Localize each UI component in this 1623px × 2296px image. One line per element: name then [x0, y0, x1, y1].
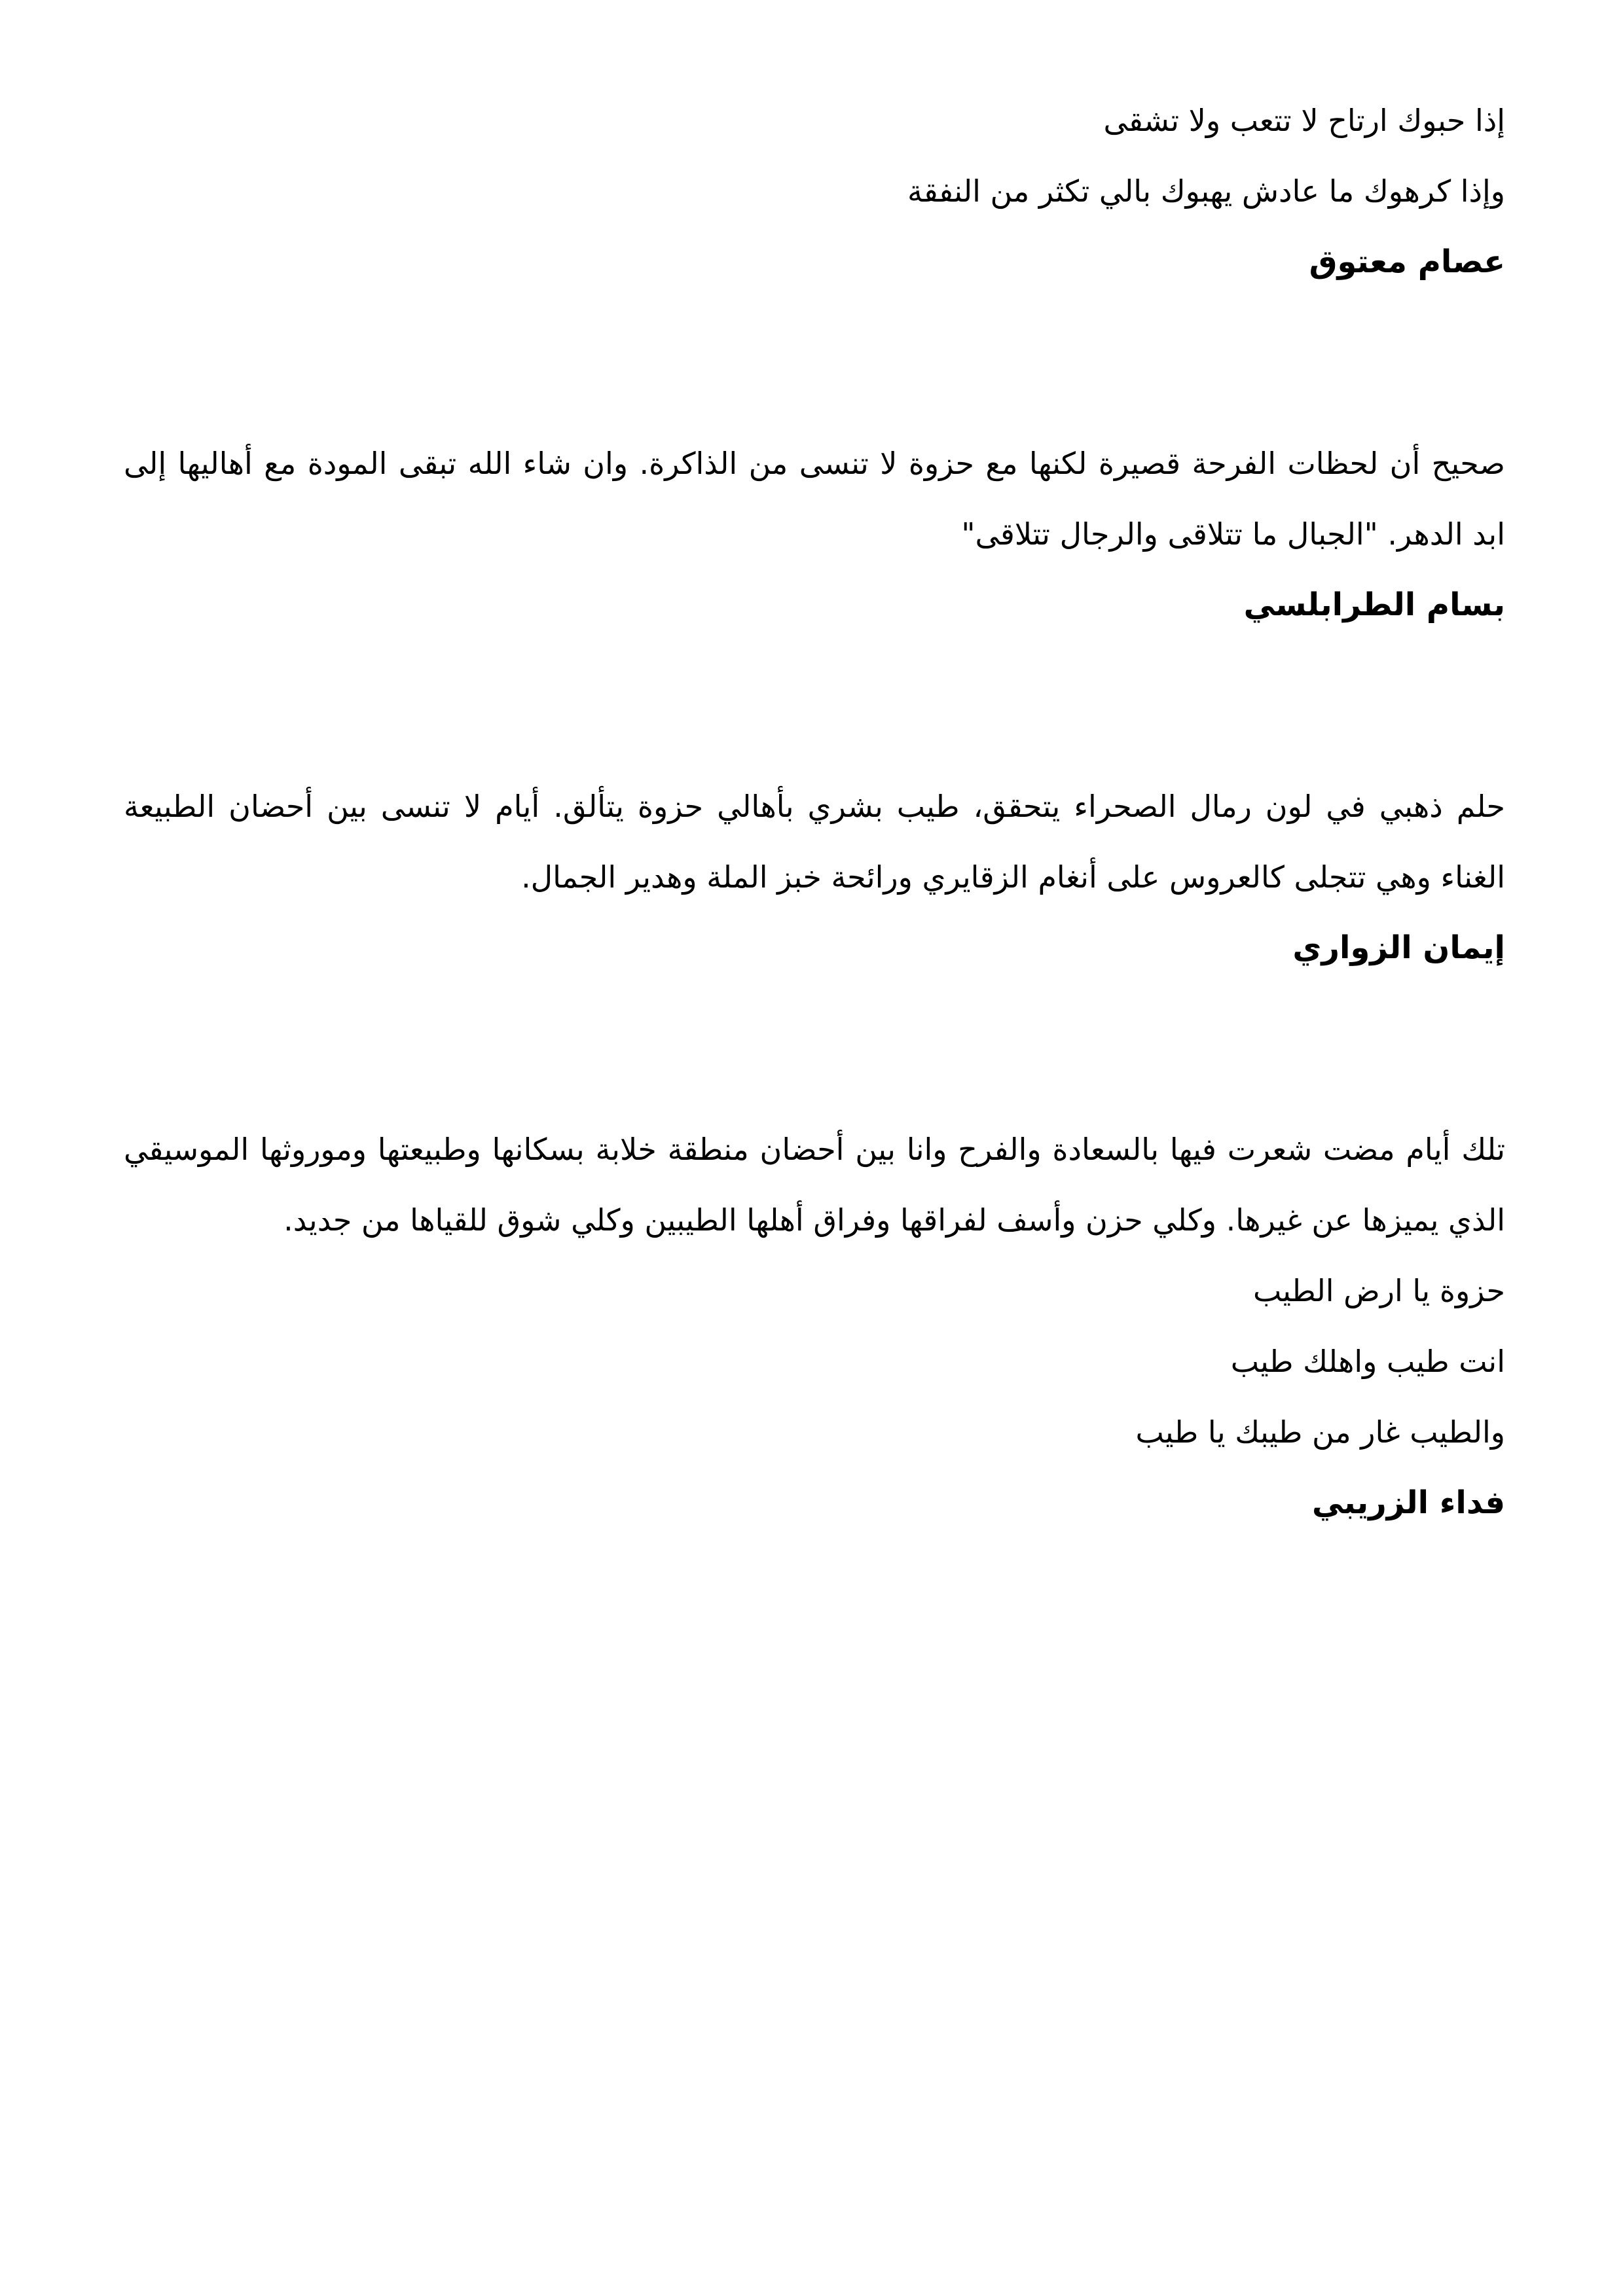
document-body: [124, 85, 1505, 1538]
entry-paragraph: تلك أيام مضت شعرت فيها بالسعادة والفرح وانا بين أحضان منطقة خلابة بسكانها وطبيعتها وموروثها الموسيقي الذي يميزها عن غيرها. وكلي حزن وأسف لفراقها وفراق أهلها الطيبين وكلي شوق للقياها من جديد.: [124, 1132, 1505, 1238]
author-signature: عصام معتوق: [1309, 243, 1505, 280]
section-gap: [124, 983, 1505, 1114]
entry-4: [124, 1114, 1505, 1538]
section-gap: [124, 640, 1505, 771]
entry-paragraph: حلم ذهبي في لون رمال الصحراء يتحقق، طيب بشري بأهالي حزوة يتألق. أيام لا تنسى بين أحضان الطبيعة الغناء وهي تتجلى كالعروس على أنغام الزقايري ورائحة خبز الملة وهدير الجمال.: [124, 789, 1505, 895]
author-signature: بسام الطرابلسي: [1243, 586, 1505, 623]
author-signature: فداء الزريبي: [1311, 1484, 1505, 1521]
verse-line: انت طيب واهلك طيب: [1230, 1344, 1505, 1379]
verse-line: حزوة يا ارض الطيب: [1252, 1273, 1505, 1308]
verse-line: والطيب غار من طيبك يا طيب: [1135, 1414, 1505, 1450]
verse-line: إذا حبوك ارتاح لا تتعب ولا تشقى: [1103, 103, 1505, 138]
entry-2: [124, 428, 1505, 640]
author-signature: إيمان الزواري: [1292, 929, 1505, 966]
section-gap: [124, 297, 1505, 428]
entry-1: [124, 85, 1505, 297]
entry-3: [124, 771, 1505, 983]
entry-paragraph: صحيح أن لحظات الفرحة قصيرة لكنها مع حزوة لا تنسى من الذاكرة. وان شاء الله تبقى المودة مع أهاليها إلى ابد الدهر. "الجبال ما تتلاقى والرجال تتلاقى": [124, 446, 1505, 552]
verse-line: وإذا كرهوك ما عادش يهبوك بالي تكثر من النفقة: [907, 173, 1505, 209]
